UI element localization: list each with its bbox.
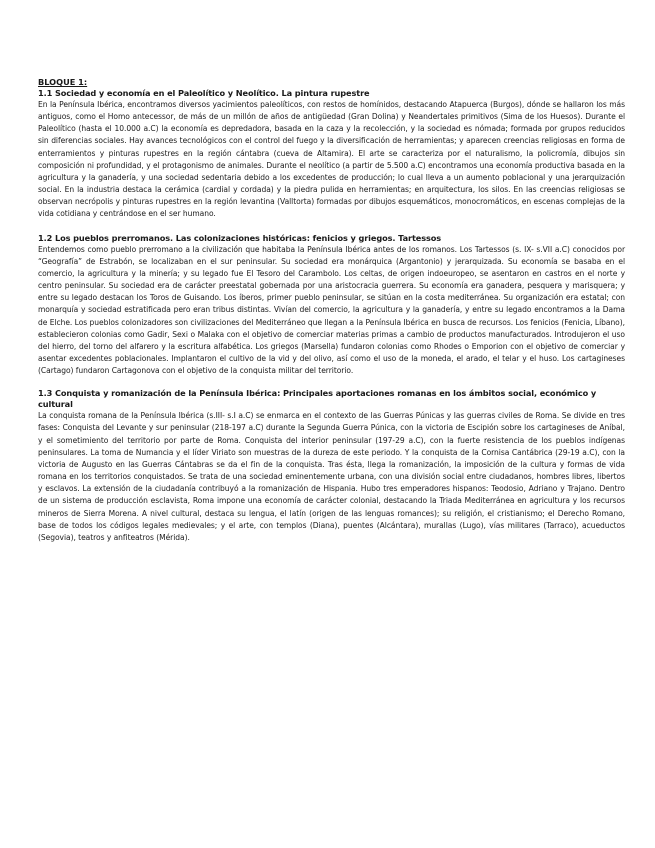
section-title: 1.1 Sociedad y economía en el Paleolítico y Neolítico. La pintura rupestre bbox=[38, 88, 370, 98]
section-title: 1.3 Conquista y romanización de la Península Ibérica: Principales aportaciones romanas en los ámbitos social, económico y cultural bbox=[38, 388, 597, 410]
section-paragraph: La conquista romana de la Península Ibérica (s.III- s.I a.C) se enmarca en el contexto de las Guerras Púnicas y las guerras civiles de Roma. Se divide en tres fases: Conquista del Levante y sur peninsular (218-197 a.C) durante la Segunda Guerra Púnica, con la victoria de Escipión sobre los cartagineses de Aníbal, y el sometimiento del territorio por parte de Roma. Conquista del interior peninsular (197-29 a.C), con la fuerte resistencia de los pueblos indígenas peninsulares. La toma de Numancia y el líder Viriato son muestras de la dureza de este periodo. Y la conquista de la Cornisa Cantábrica (29-19 a.C), con la victoria de Augusto en las Guerras Cántabras se da el fin de la conquista. Tras ésta, llega la romanización, la imposición de la cultura y formas de vida romana en los territorios conquistados. Se trata de una sociedad eminentemente urbana, con una división social entre ciudadanos, hombres libres, libertos y esclavos. La extensión de la ciudadanía contribuyó a la romanización de Hispania. Hubo tres emperadores hispanos: Teodosio, Adriano y Trajano. Dentro de un sistema de producción esclavista, Roma impone una economía de carácter colonial, destacando la Triada Mediterránea en agricultura y los recursos mineros de Sierra Morena. A nivel cultural, destaca su lengua, el latín (origen de las lenguas romances); su religión, el cristianismo; el Derecho Romano, base de todos los códigos legales medievales; y el arte, con templos (Diana), puentes (Alcántara), murallas (Lugo), vías militares (Tarraco), acueductos (Segovia), teatros y anfiteatros (Mérida). bbox=[38, 411, 625, 542]
section-2 bbox=[38, 233, 625, 378]
section-paragraph: Entendemos como pueblo prerromano a la civilización que habitaba la Península Ibérica antes de los romanos. Los Tartessos (s. IX- s.VII a.C) conocidos por “Geografía” de Estrabón, se localizaban en el sur peninsular. Su sociedad era monárquica (Argantonio) y jerarquizada. Su economía se basaba en el comercio, la agricultura y la minería; y su legado fue El Tesoro del Carambolo. Los celtas, de origen indoeuropeo, se asentaron en castros en el norte y centro peninsular. Su sociedad era de carácter preestatal gobernada por una aristocracia guerrera. Su economía era ganadera, pesquera y marisquera; y entre su legado destacan los Toros de Guisando. Los íberos, primer pueblo peninsular, se sitúan en la costa mediterránea. Su organización era estatal; con monarquía y sociedad estratificada pero eran tribus distintas. Vivían del comercio, la agricultura y la ganadería, y entre su legado encontramos a la Dama de Elche. Los pueblos colonizadores son civilizaciones del Mediterráneo que llegan a la Península Ibérica en busca de recursos. Los fenicios (Fenicia, Líbano), establecieron colonias como Gadir, Sexi o Malaka con el objetivo de comerciar materias primas a cambio de productos manufacturados. Introdujeron el uso del hierro, del torno del alfarero y la escritura alfabética. Los griegos (Marsella) fundaron colonias como Rhodes o Emporion con el objetivo de comerciar y asentar excedentes poblacionales. Implantaron el cultivo de la vid y del olivo, así como el uso de la moneda, el arado, el telar y el huso. Los cartagineses (Cartago) fundaron Cartagonova con el objetivo de la conquista militar del territorio. bbox=[38, 244, 625, 376]
section-3 bbox=[38, 388, 625, 544]
block-title: BLOQUE 1: bbox=[38, 77, 88, 87]
section-paragraph: En la Península Ibérica, encontramos diversos yacimientos paleolíticos, con restos de homínidos, destacando Atapuerca (Burgos), dónde se hallaron los más antiguos, como el Homo antecessor, de más de un millón de años de antigüedad (Gran Dolina) y Neandertales primitivos (Sima de los Huesos). Durante el Paleolítico (hasta el 10.000 a.C) la economía es depredadora, basada en la caza y la recolección, y la sociedad es nómada; formada por grupos reducidos sin diferencias sociales. Hay avances tecnológicos con el control del fuego y la diversificación de herramientas; y aparecen creencias religiosas en forma de enterramientos y pinturas rupestres en la región cántabra (cueva de Altamira). El arte se caracteriza por el naturalismo, la policromía, dibujos sin composición ni profundidad, y el protagonismo de animales. Durante el neolítico (a partir de 5.500 a.C) encontramos una economía productiva basada en la agricultura y la ganadería, y una sociedad sedentaria debido a los excedentes de producción; lo cual lleva a un aumento poblacional y una jerarquización social. En la industria destaca la cerámica (cardial y cordada) y la piedra pulida en herramientas; en arquitectura, los silos. En las creencias religiosas se observan necrópolis y pinturas rupestres en la región levantina (Valltorta) formadas por dibujos esquemáticos, monocromáticos, en escenas complejas de la vida cotidiana y centrándose en el ser humano. bbox=[38, 100, 625, 219]
section-title: 1.2 Los pueblos prerromanos. Las colonizaciones históricas: fenicios y griegos. Tartessos bbox=[38, 232, 442, 243]
section-1 bbox=[38, 88, 625, 221]
